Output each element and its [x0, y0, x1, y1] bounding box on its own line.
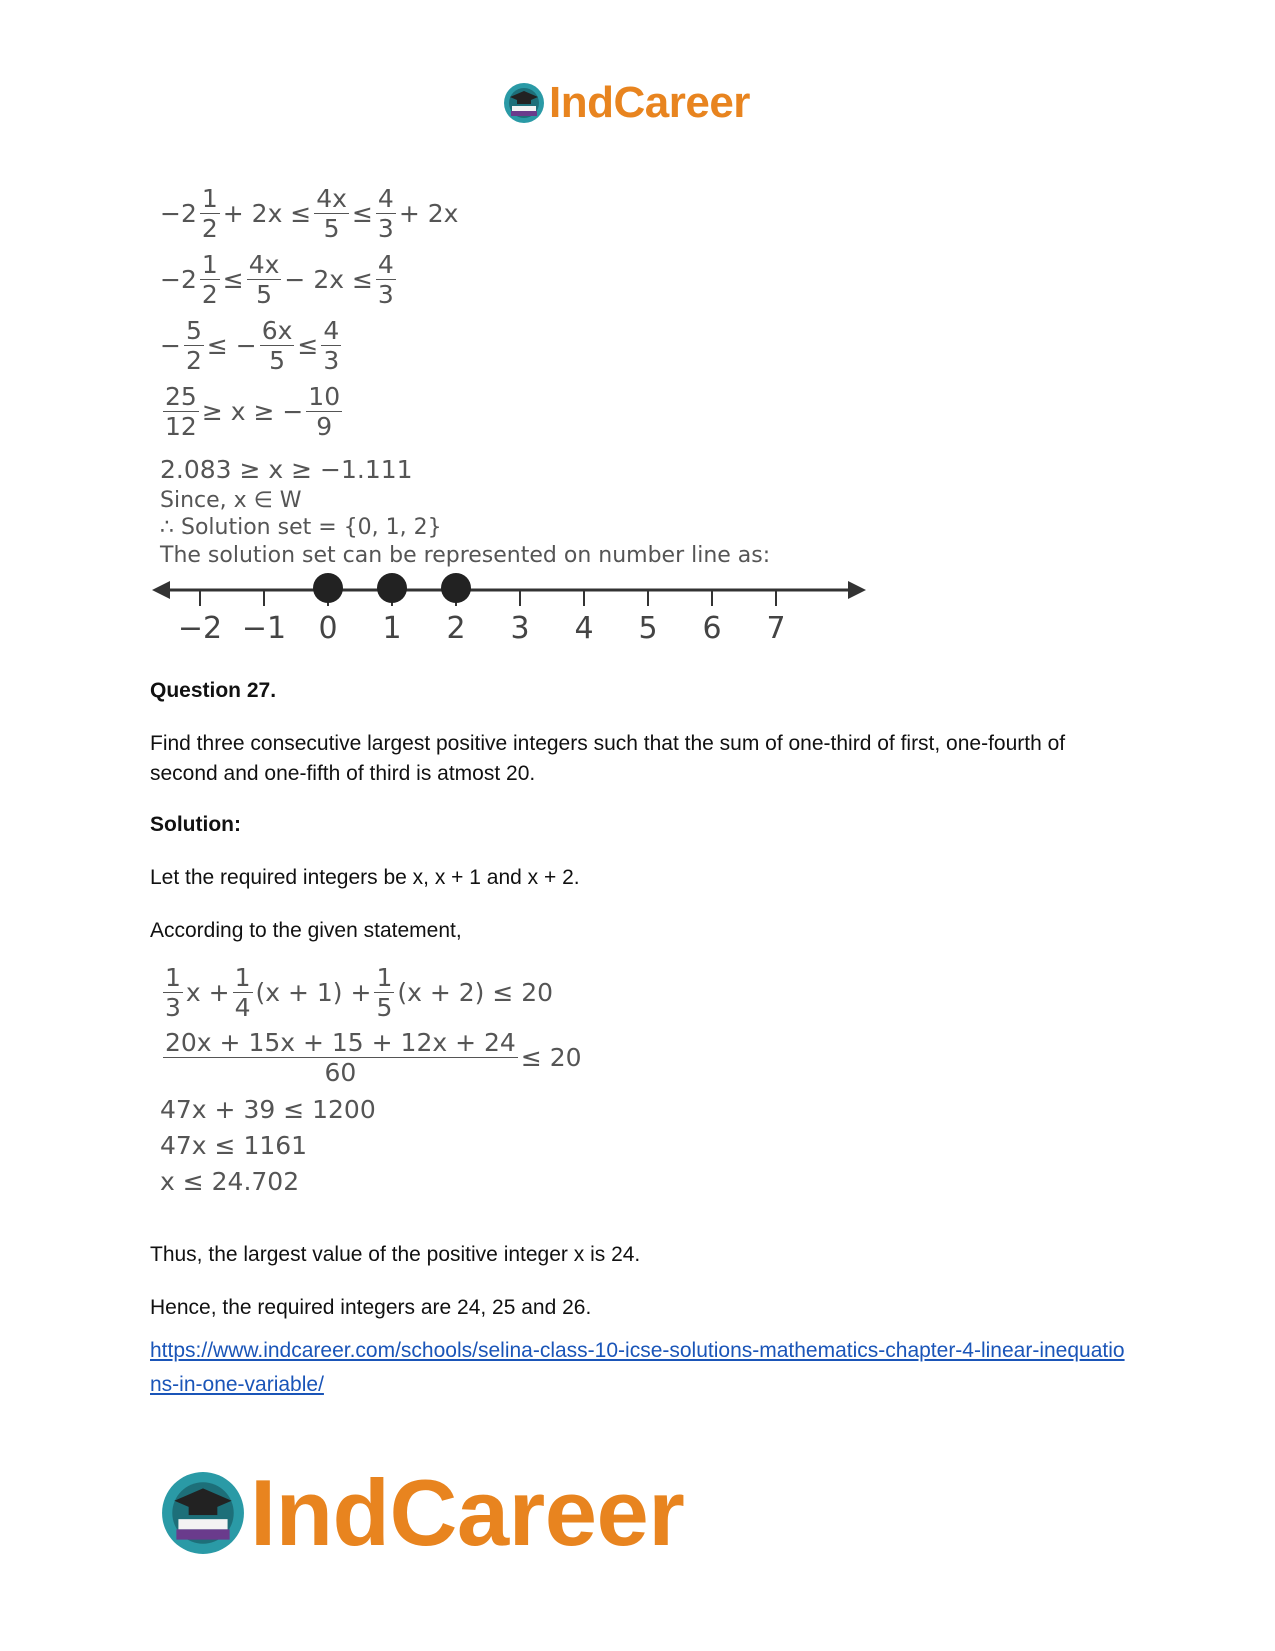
- math-line-4: $\frac{25}{12}$ ≥ x ≥ − $\frac{10}{9}$: [165, 382, 341, 441]
- math-solution-set: ∴ Solution set = {0, 1, 2}: [160, 515, 442, 540]
- left-arrow-icon: [152, 581, 170, 599]
- math-b-line-4: 47x ≤ 1161: [160, 1131, 308, 1160]
- graduation-cap-books-icon: [160, 1470, 246, 1556]
- solution-point: [313, 573, 343, 603]
- solution-label: Solution:: [150, 813, 241, 836]
- number-line-label: 0: [318, 611, 338, 646]
- footer-logo: [160, 1460, 685, 1565]
- solution-point: [441, 573, 471, 603]
- conclusion-thus: Thus, the largest value of the positive integer x is 24.: [150, 1243, 641, 1266]
- number-line-label: 5: [638, 611, 658, 646]
- math-b-line-1: $\frac{1}{3}$ x + $\frac{1}{4}$ (x + 1) + $\frac{1}{5}$ (x + 2) ≤ 20: [165, 963, 554, 1022]
- number-line-label: 7: [766, 611, 786, 646]
- math-b-line-3: 47x + 39 ≤ 1200: [160, 1095, 376, 1124]
- conclusion-hence: Hence, the required integers are 24, 25 and 26.: [150, 1296, 592, 1319]
- solution-let: Let the required integers be x, x + 1 and x + 2.: [150, 866, 580, 889]
- question-text: Find three consecutive largest positive integers such that the sum of one-third of first, one-fourth of second and one-fifth of third is atmost 20.: [150, 732, 1066, 785]
- right-arrow-icon: [848, 581, 866, 599]
- math-since: Since, x ∈ W: [160, 488, 302, 513]
- math-line-3: − $\frac{5}{2}$ ≤ − $\frac{6x}{5}$ ≤ $\frac{4}{3}$: [160, 316, 340, 375]
- number-line-label: 2: [446, 611, 466, 646]
- solution-according: According to the given statement,: [150, 919, 462, 942]
- header-logo: [503, 78, 750, 128]
- math-line-1: −2 $\frac{1}{2}$ + 2x ≤ $\frac{4x}{5}$ ≤ $\frac{4}{3}$ + 2x: [160, 184, 459, 243]
- graduation-cap-books-icon: [503, 82, 545, 124]
- number-line-label: 3: [510, 611, 530, 646]
- math-line-2: −2 $\frac{1}{2}$ ≤ $\frac{4x}{5}$ − 2x ≤ $\frac{4}{3}$: [160, 250, 394, 309]
- solution-point: [377, 573, 407, 603]
- source-link[interactable]: https://www.indcareer.com/schools/selina-class-10-icse-solutions-mathematics-chapter-4-linear-inequations-in-one-variable/: [150, 1339, 1125, 1396]
- header-logo-text: IndCareer: [549, 78, 750, 127]
- math-b-line-2: $\frac{20x + 15x + 15 + 12x + 24}{60}$ ≤ 20: [165, 1028, 582, 1087]
- number-line-label: −1: [241, 611, 287, 646]
- number-line: [150, 570, 870, 650]
- footer-logo-text: IndCareer: [250, 1460, 685, 1565]
- question-title: Question 27.: [150, 679, 277, 702]
- math-line-5: 2.083 ≥ x ≥ −1.111: [160, 455, 413, 484]
- number-line-label: 6: [702, 611, 722, 646]
- number-line-label: −2: [177, 611, 223, 646]
- number-line-label: 1: [382, 611, 402, 646]
- math-b-line-5: x ≤ 24.702: [160, 1167, 300, 1196]
- number-line-label: 4: [574, 611, 594, 646]
- math-represent: The solution set can be represented on number line as:: [160, 543, 771, 568]
